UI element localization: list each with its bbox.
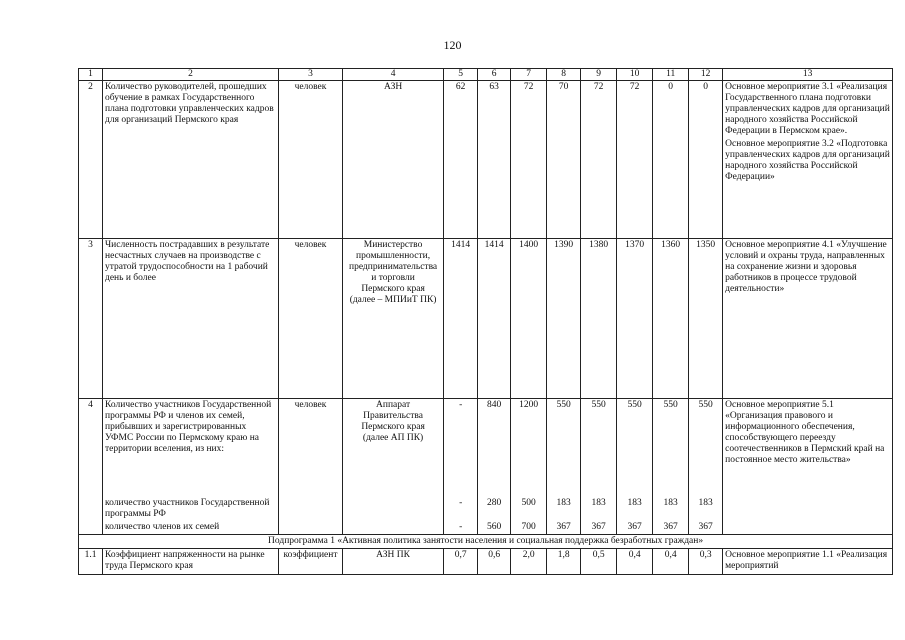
value-cell: 840 — [478, 399, 511, 497]
col-header: 1 — [79, 69, 103, 81]
value-cell: 0 — [689, 81, 723, 239]
responsible-cell: АЗН — [343, 81, 444, 239]
row-number: 2 — [79, 81, 103, 239]
table-row — [79, 399, 893, 497]
col-header: 9 — [581, 69, 617, 81]
value-cell: - — [444, 399, 478, 497]
indicator-name: Количество руководителей, прошедших обучение в рамках Государственного плана подготовки управленческих кадров для организаций Пермского края — [103, 81, 279, 239]
responsible-cell: Министерство промышленности, предпринимательства и торговли Пермского края (далее – МПИиТ ПК) — [343, 239, 444, 399]
col-header: 8 — [547, 69, 581, 81]
value-cell: 183 — [547, 497, 581, 521]
value-cell: 1390 — [547, 239, 581, 399]
value-cell: 367 — [617, 521, 653, 535]
activity-cell: Основное мероприятие 4.1 «Улучшение условий и охраны труда, направленных на сохранение жизни и здоровья работников в процессе трудовой деятельности» — [723, 239, 893, 399]
unit-cell: человек — [279, 239, 343, 399]
col-header: 5 — [444, 69, 478, 81]
value-cell: 72 — [581, 81, 617, 239]
value-cell: - — [444, 521, 478, 535]
sub-indicator-name: количество членов их семей — [103, 521, 279, 535]
responsible-cell: Аппарат Правительства Пермского края (далее АП ПК) — [343, 399, 444, 535]
indicator-name: Численность пострадавших в результате несчастных случаев на производстве с утратой трудоспособности на 1 рабочий день и более — [103, 239, 279, 399]
value-cell: 1350 — [689, 239, 723, 399]
subprogram-row — [79, 534, 893, 548]
row-number: 1.1 — [79, 548, 103, 574]
header-row — [79, 69, 893, 81]
row-number: 4 — [79, 399, 103, 535]
value-cell: 550 — [581, 399, 617, 497]
value-cell: 550 — [547, 399, 581, 497]
value-cell: 0,6 — [478, 548, 511, 574]
unit-cell: человек — [279, 81, 343, 239]
col-header: 2 — [103, 69, 279, 81]
table-row — [79, 239, 893, 399]
value-cell: 1414 — [444, 239, 478, 399]
value-cell: 63 — [478, 81, 511, 239]
value-cell: 72 — [617, 81, 653, 239]
indicator-name: Коэффициент напряженности на рынке труда Пермского края — [103, 548, 279, 574]
value-cell: 367 — [581, 521, 617, 535]
value-cell: 1400 — [511, 239, 547, 399]
value-cell: 560 — [478, 521, 511, 535]
value-cell: 550 — [653, 399, 689, 497]
value-cell: 500 — [511, 497, 547, 521]
page-number: 120 — [443, 38, 462, 52]
value-cell: 0,4 — [617, 548, 653, 574]
value-cell: 280 — [478, 497, 511, 521]
value-cell: 1360 — [653, 239, 689, 399]
value-cell: 62 — [444, 81, 478, 239]
activity-text: Основное мероприятие 3.1 «Реализация Государственного плана подготовки управленческих кадров для организаций народного хозяйства Российской Федерации в Пермском крае». — [725, 82, 890, 136]
responsible-cell: АЗН ПК — [343, 548, 444, 574]
indicators-table — [78, 68, 893, 575]
value-cell: 550 — [617, 399, 653, 497]
value-cell: 70 — [547, 81, 581, 239]
activity-cell — [723, 81, 893, 239]
indicator-name: Количество участников Государственной программы РФ и членов их семей, прибывших и зарегистрированных УФМС России по Пермскому краю на территории вселения, из них: — [103, 399, 279, 497]
value-cell: 1370 — [617, 239, 653, 399]
value-cell: 0,3 — [689, 548, 723, 574]
sub-indicator-name: количество участников Государственной программы РФ — [103, 497, 279, 521]
value-cell: 1,8 — [547, 548, 581, 574]
table-row — [79, 81, 893, 239]
col-header: 7 — [511, 69, 547, 81]
value-cell: 367 — [653, 521, 689, 535]
col-header: 11 — [653, 69, 689, 81]
activity-cell: Основное мероприятие 1.1 «Реализация мероприятий — [723, 548, 893, 574]
value-cell: 183 — [617, 497, 653, 521]
value-cell: 0,7 — [444, 548, 478, 574]
value-cell: 1414 — [478, 239, 511, 399]
col-header: 4 — [343, 69, 444, 81]
activity-text: Основное мероприятие 3.2 «Подготовка управленческих кадров для организаций народного хозяйства Российской Федерации» — [725, 139, 890, 182]
value-cell: 183 — [581, 497, 617, 521]
value-cell: - — [444, 497, 478, 521]
col-header: 12 — [689, 69, 723, 81]
unit-cell: человек — [279, 399, 343, 535]
value-cell: 367 — [689, 521, 723, 535]
activity-cell: Основное мероприятие 5.1 «Организация правового и информационного обеспечения, способствующего переезду соотечественников в Пермский край на постоянное место жительства» — [723, 399, 893, 535]
value-cell: 0,4 — [653, 548, 689, 574]
row-number: 3 — [79, 239, 103, 399]
value-cell: 1380 — [581, 239, 617, 399]
value-cell: 183 — [653, 497, 689, 521]
table-row — [79, 548, 893, 574]
value-cell: 183 — [689, 497, 723, 521]
value-cell: 550 — [689, 399, 723, 497]
value-cell: 0,5 — [581, 548, 617, 574]
value-cell: 2,0 — [511, 548, 547, 574]
value-cell: 72 — [511, 81, 547, 239]
col-header: 13 — [723, 69, 893, 81]
value-cell: 1200 — [511, 399, 547, 497]
value-cell: 700 — [511, 521, 547, 535]
unit-cell: коэффициент — [279, 548, 343, 574]
subprogram-title: Подпрограмма 1 «Активная политика занятости населения и социальная поддержка безработных граждан» — [79, 534, 893, 548]
col-header: 6 — [478, 69, 511, 81]
value-cell: 367 — [547, 521, 581, 535]
col-header: 3 — [279, 69, 343, 81]
col-header: 10 — [617, 69, 653, 81]
value-cell: 0 — [653, 81, 689, 239]
